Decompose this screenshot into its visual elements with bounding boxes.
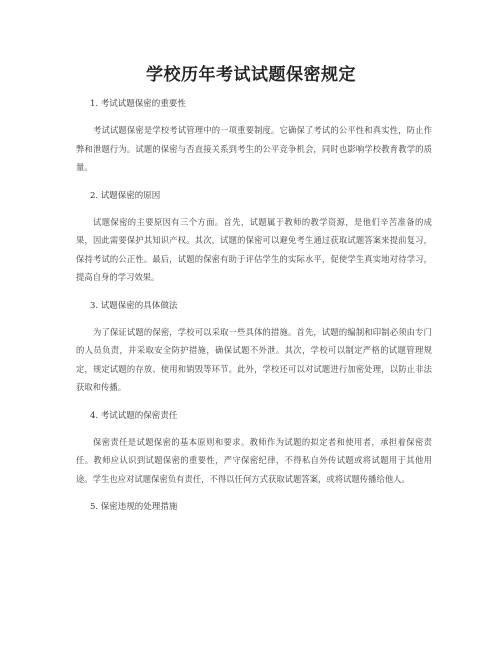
document-title: 学校历年考试试题保密规定 [146,65,356,85]
section-paragraph: 为了保证试题的保密，学校可以采取一些具体的措施。首先，试题的编制和印制必须由专门的人员负责，并采取安全防护措施，确保试题不外泄。其次，学校可以制定严格的试题管理规定，规定试题的存放、使用和销毁等环节。此外，学校还可以对试题进行加密处理，以防止非法获取和传播。 [76,326,432,392]
section-paragraph: 考试试题保密是学校考试管理中的一项重要制度。它确保了考试的公平性和真实性，防止作弊和泄题行为。试题的保密与否直接关系到考生的公平竞争机会，同时也影响学校教育教学的质量。 [76,125,432,172]
section-paragraph: 试题保密的主要原因有三个方面。首先，试题属于教师的教学资源，是他们辛苦准备的成果，因此需要保护其知识产权。其次，试题的保密可以避免考生通过获取试题答案来提前复习，保持考试的公正性。最后，试题的保密有助于评估学生的实际水平，促使学生真实地对待学习，提高自身的学习效果。 [76,216,432,282]
section-heading: 1. 考试试题保密的重要性 [90,99,186,109]
document-body [76,97,432,524]
section-paragraph: 保密责任是试题保密的基本原则和要求。教师作为试题的拟定者和使用者，承担着保密责任。教师应认识到试题保密的重要性，严守保密纪律，不得私自外传试题或将试题用于其他用途。学生也应对试题保密负有责任，不得以任何方式获取试题答案，或将试题传播给他人。 [76,436,432,484]
section-heading: 5. 保密违规的处理措施 [90,502,178,512]
section-heading: 2. 试题保密的原因 [90,190,161,201]
section-heading: 3. 试题保密的具体做法 [90,300,178,311]
section-5 [76,500,432,514]
section-4 [76,409,432,489]
section-heading: 4. 考试试题的保密责任 [90,410,178,421]
section-1 [76,97,432,177]
section-2 [76,189,432,287]
section-3 [76,299,432,397]
